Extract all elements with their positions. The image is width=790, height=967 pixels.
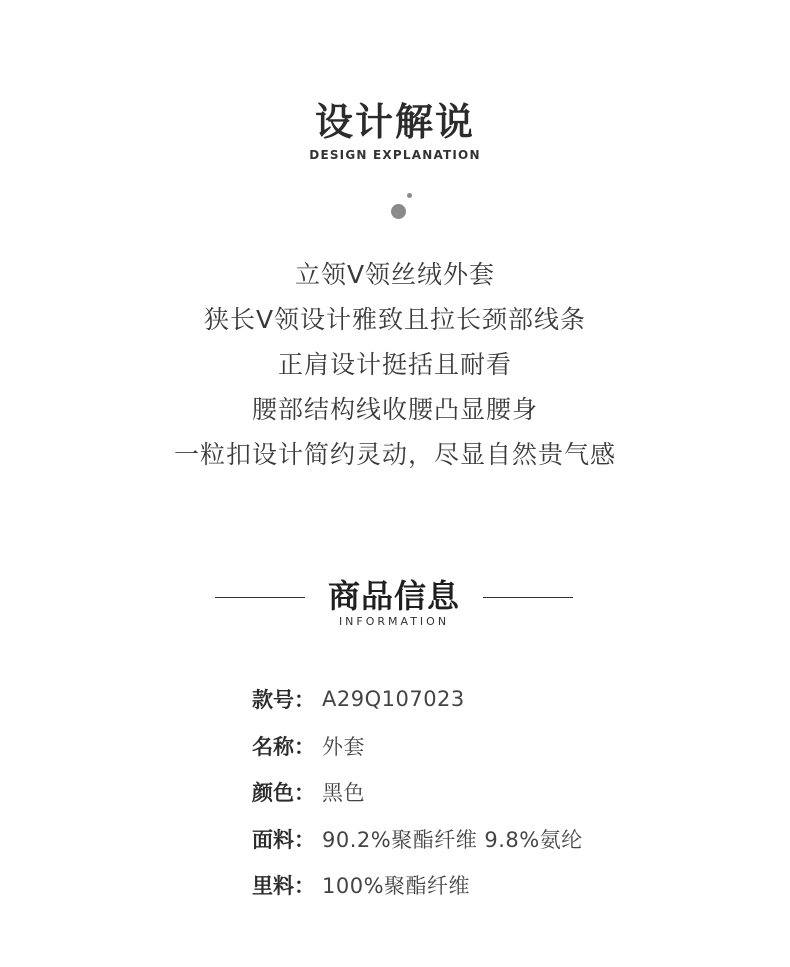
description-line: 狭长V领设计雅致且拉长颈部线条: [203, 305, 587, 334]
description-line: 一粒扣设计简约灵动，尽显自然贵气感: [173, 440, 616, 469]
description-line: 腰部结构线收腰凸显腰身: [251, 395, 538, 424]
info-subtitle: INFORMATION: [338, 615, 450, 628]
divider-left: [215, 597, 305, 598]
description-line: 正肩设计挺括且耐看: [277, 350, 512, 379]
design-title: 设计解说: [314, 100, 475, 144]
spec-key: 名称：: [252, 734, 315, 759]
divider-right: [483, 597, 573, 598]
decorative-dot-large: [391, 204, 406, 219]
spec-row-style-number: [252, 676, 583, 723]
spec-row-color: [252, 769, 583, 816]
spec-key: 款号：: [252, 688, 315, 713]
spec-key: 里料：: [252, 874, 315, 899]
decorative-dot-small: [407, 193, 412, 198]
spec-value: A29Q107023: [322, 687, 465, 712]
design-description: [0, 252, 790, 477]
spec-list: [252, 676, 583, 909]
spec-value: 100%聚酯纤维: [322, 874, 471, 899]
spec-row-name: [252, 723, 583, 770]
spec-value: 外套: [322, 734, 365, 759]
info-title: 商品信息: [327, 577, 460, 615]
design-subtitle: DESIGN EXPLANATION: [309, 148, 481, 162]
spec-value: 90.2%聚酯纤维 9.8%氨纶: [322, 827, 583, 852]
spec-value: 黑色: [322, 781, 365, 806]
description-line: 立领V领丝绒外套: [294, 260, 496, 289]
spec-row-fabric: [252, 816, 583, 863]
spec-key: 面料：: [252, 827, 315, 852]
spec-row-lining: [252, 862, 583, 909]
spec-key: 颜色：: [252, 781, 315, 806]
